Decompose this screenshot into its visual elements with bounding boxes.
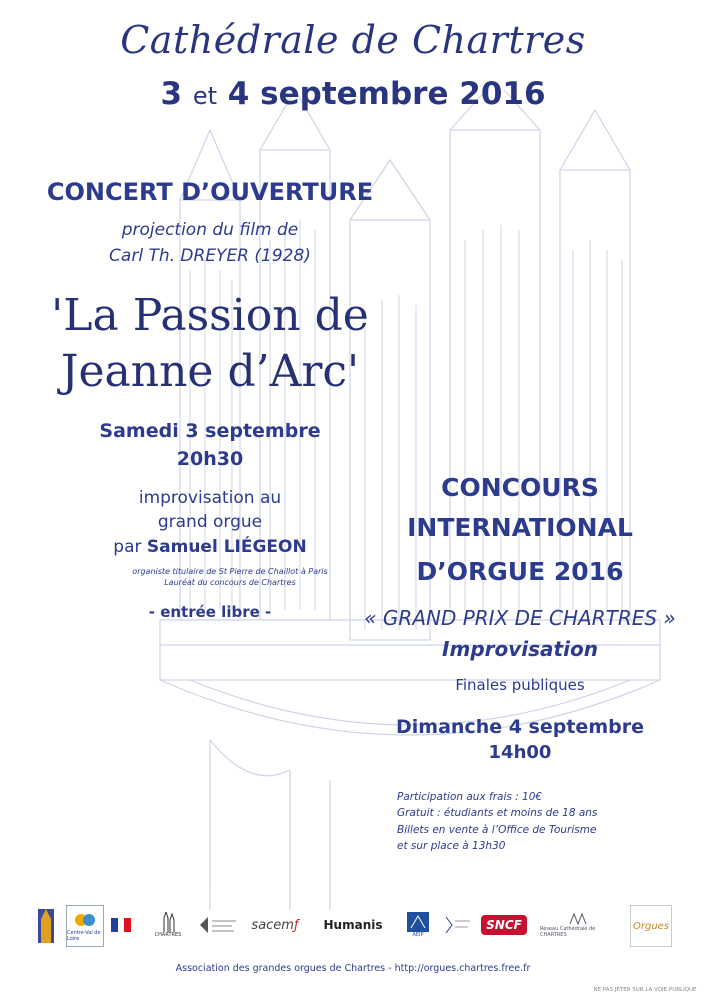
orgues-logo-text: Orgues xyxy=(632,920,670,932)
concours-line-3: D’ORGUE 2016 xyxy=(416,557,624,586)
footer-association: Association des grandes orgues de Chartres xyxy=(175,963,386,974)
sacem-logo: sacem ƒ xyxy=(251,917,299,933)
ministere-logo xyxy=(196,905,240,945)
dates-rest: 4 septembre 2016 xyxy=(227,76,546,112)
page-title: Cathédrale de Chartres xyxy=(120,18,586,62)
dates-day1: 3 xyxy=(160,76,183,112)
concours-category: Improvisation xyxy=(442,637,598,661)
reseau-cathedrale-logo xyxy=(540,905,616,945)
impro-by: par xyxy=(113,537,142,557)
projection-line-2: Carl Th. DREYER (1928) xyxy=(109,246,311,266)
event-dates xyxy=(0,76,706,112)
film-title-line-2: Jeanne d’Arc' xyxy=(60,346,360,397)
isec-logo xyxy=(440,905,474,945)
concert-heading: CONCERT D’OUVERTURE xyxy=(46,178,374,206)
entry-free: - entrée libre - xyxy=(148,603,272,621)
projection-line-1: projection du film de xyxy=(121,220,299,240)
performer-note-2: Lauréat du concours de Chartres xyxy=(164,578,296,587)
republique-logo xyxy=(110,905,132,945)
centre-logo-text: Centre-Val de Loire xyxy=(67,930,101,942)
disclaimer: NE PAS JETER SUR LA VOIE PUBLIQUE xyxy=(593,987,697,993)
humanis-logo xyxy=(322,905,382,945)
reseau-logo-text: Réseau Cathédrale de CHARTRES xyxy=(540,926,596,938)
humanis-logo-text: Humanis xyxy=(323,918,383,932)
impro-line-1: improvisation au xyxy=(138,488,282,508)
ticket-info-3: Billets en vente à l’Office de Tourisme xyxy=(397,824,597,836)
chartres-logo-text: CHARTRES xyxy=(154,932,182,938)
sncf-logo-text: SNCF xyxy=(481,915,527,935)
impro-performer xyxy=(60,537,360,557)
cathedral-logo xyxy=(36,905,56,945)
concours-line-2: INTERNATIONAL xyxy=(407,513,633,542)
grand-prix: « GRAND PRIX DE CHARTRES » xyxy=(364,606,676,630)
ticket-info-4: et sur place à 13h30 xyxy=(397,840,506,852)
concours-time: 14h00 xyxy=(488,742,552,763)
concours-line-1: CONCOURS xyxy=(441,473,599,502)
ticket-info-2: Gratuit : étudiants et moins de 18 ans xyxy=(397,807,598,819)
footer-url[interactable]: http://orgues.chartres.free.fr xyxy=(394,963,531,974)
performer-note-1: organiste titulaire de St Pierre de Chaillot à Paris xyxy=(132,567,328,576)
footer xyxy=(0,963,706,974)
grandes-orgues-logo xyxy=(630,905,672,947)
aeip-logo xyxy=(405,905,431,945)
chartres-logo xyxy=(150,905,186,945)
concours-finals: Finales publiques xyxy=(455,676,585,694)
ticket-info-1: Participation aux frais : 10€ xyxy=(397,791,543,803)
concert-date: Samedi 3 septembre xyxy=(99,420,321,442)
sncf-logo xyxy=(482,905,526,945)
concours-date: Dimanche 4 septembre xyxy=(396,716,644,738)
sacem-logo-text: sacem xyxy=(251,917,294,933)
concert-time: 20h30 xyxy=(176,448,244,470)
dates-et: et xyxy=(192,82,217,110)
performer-name: Samuel LIÉGEON xyxy=(146,537,307,557)
film-title-line-1: 'La Passion de xyxy=(51,290,369,341)
footer-separator: - xyxy=(388,963,392,974)
impro-line-2: grand orgue xyxy=(157,512,263,532)
centre-val-de-loire-logo xyxy=(66,905,104,947)
aeip-logo-text: AEIP xyxy=(412,932,424,938)
